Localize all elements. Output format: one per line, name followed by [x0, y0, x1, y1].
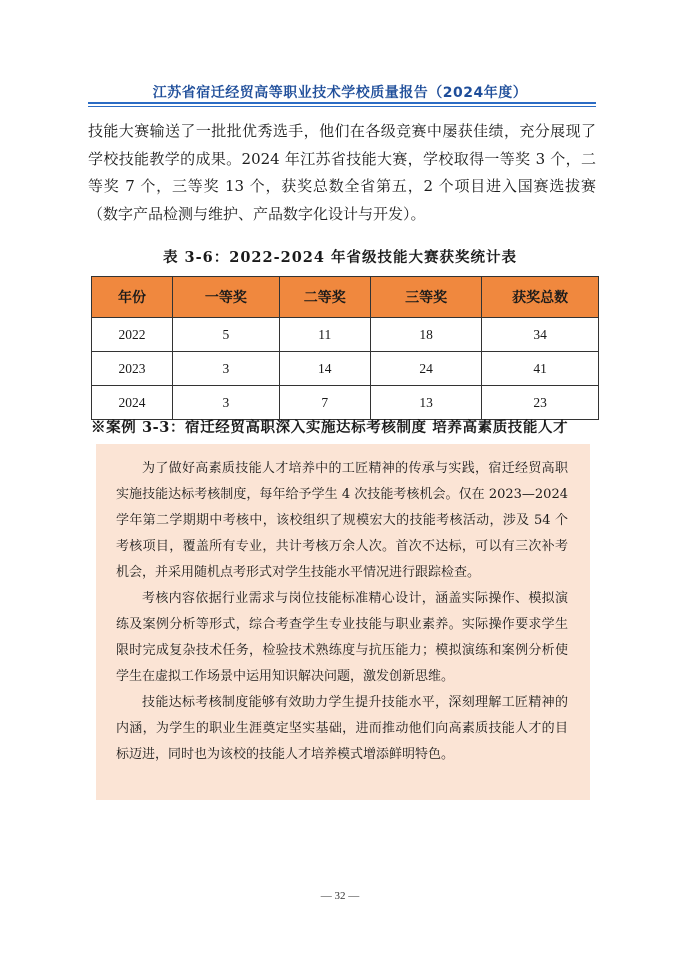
- cell-second-prize: 7: [279, 386, 370, 420]
- case-title: ※案例 3-3：宿迁经贸高职深入实施达标考核制度 培养高素质技能人才: [91, 419, 569, 436]
- cell-third-prize: 13: [370, 386, 482, 420]
- cell-second-prize: 14: [279, 352, 370, 386]
- table-row: [92, 352, 599, 386]
- column-header-first-prize: 一等奖: [173, 277, 279, 318]
- cell-total: 34: [482, 318, 599, 352]
- cell-year: 2022: [92, 318, 173, 352]
- case-box: [96, 444, 590, 800]
- column-header-total: 获奖总数: [482, 277, 599, 318]
- cell-third-prize: 24: [370, 352, 482, 386]
- cell-third-prize: 18: [370, 318, 482, 352]
- page-number: — 32 —: [320, 890, 360, 902]
- header-rule-thin: [88, 106, 596, 107]
- cell-first-prize: 5: [173, 318, 279, 352]
- cell-total: 41: [482, 352, 599, 386]
- case-paragraph: 考核内容依据行业需求与岗位技能标准精心设计，涵盖实际操作、模拟演练及案例分析等形式，综合考查学生专业技能与职业素养。实际操作要求学生限时完成复杂技术任务，检验技术熟练度与抗压能力；模拟演练和案例分析使学生在虚拟工作场景中运用知识解决问题，激发创新思维。: [116, 591, 568, 684]
- cell-first-prize: 3: [173, 352, 279, 386]
- header-rule: [88, 102, 596, 104]
- column-header-second-prize: 二等奖: [279, 277, 370, 318]
- cell-year: 2023: [92, 352, 173, 386]
- cell-second-prize: 11: [279, 318, 370, 352]
- intro-paragraph: 技能大赛输送了一批批优秀选手，他们在各级竞赛中屡获佳绩，充分展现了学校技能教学的成果。2024 年江苏省技能大赛，学校取得一等奖 3 个，二等奖 7 个，三等奖 13 个，获奖总数全省第五，2 个项目进入国赛选拔赛（数字产品检测与维护、产品数字化设计与开发）。: [88, 122, 596, 223]
- table-caption: 表 3-6：2022-2024 年省级技能大赛获奖统计表: [162, 249, 518, 266]
- cell-total: 23: [482, 386, 599, 420]
- cell-first-prize: 3: [173, 386, 279, 420]
- table-header-row: [92, 277, 599, 318]
- column-header-third-prize: 三等奖: [370, 277, 482, 318]
- cell-year: 2024: [92, 386, 173, 420]
- running-header-title: 江苏省宿迁经贸高等职业技术学校质量报告（2024年度）: [152, 85, 528, 101]
- column-header-year: 年份: [92, 277, 173, 318]
- table-row: [92, 318, 599, 352]
- awards-table: [91, 276, 599, 420]
- case-paragraph: 为了做好高素质技能人才培养中的工匠精神的传承与实践，宿迁经贸高职实施技能达标考核制度，每年给予学生 4 次技能考核机会。仅在 2023—2024 学年第二学期期中考核中，该校组织了规模宏大的技能考核活动，涉及 54 个考核项目，覆盖所有专业，共计考核万余人次。首次不达标，可以有三次补考机会，并采用随机点考形式对学生技能水平情况进行跟踪检查。: [116, 461, 568, 580]
- case-paragraph: 技能达标考核制度能够有效助力学生提升技能水平，深刻理解工匠精神的内涵，为学生的职业生涯奠定坚实基础，进而推动他们向高素质技能人才的目标迈进，同时也为该校的技能人才培养模式增添鲜明特色。: [116, 695, 568, 762]
- table-row: [92, 386, 599, 420]
